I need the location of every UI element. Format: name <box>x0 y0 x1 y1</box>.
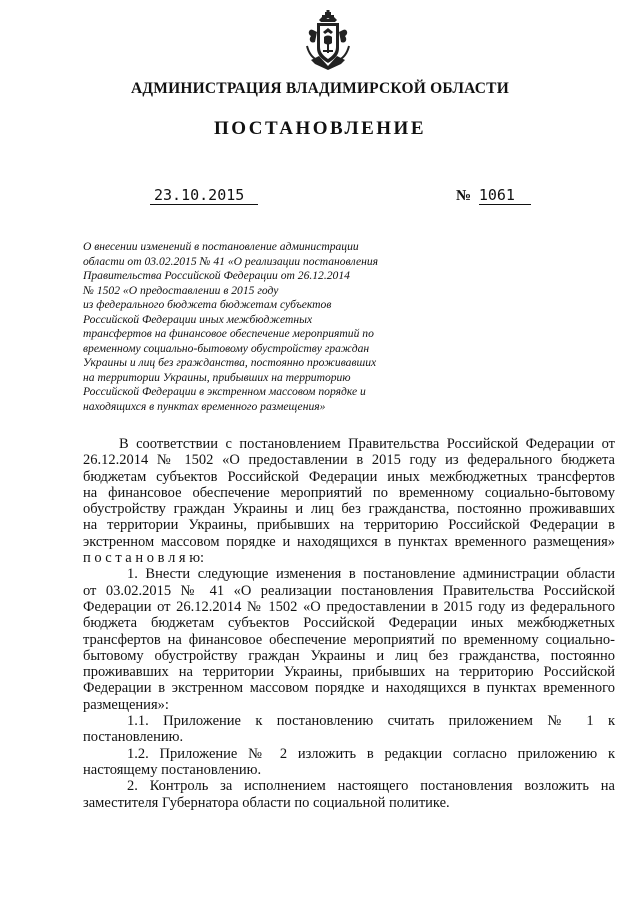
subject-line: находящихся в пунктах временного размещения» <box>83 399 326 413</box>
body-line: на территории Украины, прибывших на территорию Российской Федерации в <box>83 517 615 534</box>
subject-line: Правительства Российской Федерации от 26.12.2014 <box>83 269 350 282</box>
body-line: постановлению. <box>83 729 184 746</box>
document-number: 1061 <box>479 186 531 205</box>
organization-title: АДМИНИСТРАЦИЯ ВЛАДИМИРСКОЙ ОБЛАСТИ <box>131 80 509 97</box>
subject-line: Украины и лиц без гражданства, постоянно проживавших <box>83 356 377 369</box>
body-line: на финансовое обеспечение мероприятий по временному социально-бытовому <box>83 484 615 501</box>
document-body <box>83 436 615 811</box>
body-line: проживавших на территории Украины, прибывших на территорию Российской <box>83 664 615 681</box>
subject-line: трансфертов на финансовое обеспечение мероприятий по <box>83 327 374 340</box>
document-subject <box>83 240 428 414</box>
body-line: В соответствии с постановлением Правительства Российской Федерации от <box>119 436 615 452</box>
body-line: заместителя Губернатора области по социальной политике. <box>83 794 450 811</box>
body-line: 1. Внести следующие изменения в постановление администрации области <box>127 566 615 583</box>
coat-of-arms-emblem <box>305 10 351 72</box>
body-line: бюджетам субъектов Российской Федерации иных межбюджетных трансфертов <box>83 468 615 485</box>
document-number-block <box>456 186 531 205</box>
body-line: 2. Контроль за исполнением настоящего постановления возложить на <box>127 778 615 795</box>
subject-line: временному социально-бытовому обустройству граждан <box>83 341 370 355</box>
subject-line: области от 03.02.2015 № 41 «О реализации постановления <box>83 254 379 268</box>
body-line: 1.2. Приложение № 2 изложить в редакции согласно приложению к <box>127 745 615 762</box>
subject-line: Российской Федерации в экстренном массовом порядке и <box>83 385 366 398</box>
document-type-title: ПОСТАНОВЛЕНИЕ <box>213 118 427 139</box>
subject-line: О внесении изменений в постановление администрации <box>83 240 359 253</box>
body-line: от 03.02.2015 № 41 «О реализации постановления Правительства Российской <box>83 582 615 599</box>
body-line: трансфертов на финансовое обеспечение мероприятий по временному социально- <box>83 631 615 648</box>
body-line: Федерации от 26.12.2014 № 1502 «О предоставлении в 2015 году из федерального <box>83 598 615 615</box>
document-date: 23.10.2015 <box>150 186 258 205</box>
subject-line: № 1502 «О предоставлении в 2015 году <box>83 283 279 297</box>
subject-line: на территории Украины, прибывших на территорию <box>83 370 351 384</box>
body-line: обустройству граждан Украины и лиц без гражданства, постоянно проживавших <box>83 501 615 518</box>
body-line: бытовому обустройству граждан Украины и лиц без гражданства, постоянно <box>83 647 615 664</box>
body-line: 26.12.2014 № 1502 «О предоставлении в 2015 году из федерального бюджета <box>83 452 615 469</box>
body-line: п о с т а н о в л я ю: <box>83 550 205 567</box>
body-line: 1.1. Приложение к постановлению считать приложением № 1 к <box>127 713 615 730</box>
body-line: Федерации в экстренном массовом порядке и находящихся в пунктах временного <box>83 680 615 697</box>
body-line: экстренном массовом порядке и находящихся в пунктах временного размещения» <box>83 533 615 550</box>
subject-line: Российской Федерации иных межбюджетных <box>83 312 313 326</box>
body-line: бюджета бюджетам субъектов Российской Федерации иных межбюджетных <box>83 615 615 632</box>
body-line: настоящему постановлению. <box>83 761 262 778</box>
body-line: размещения»: <box>83 696 169 713</box>
number-label: № <box>456 188 472 204</box>
subject-line: из федерального бюджета бюджетам субъектов <box>83 298 332 311</box>
